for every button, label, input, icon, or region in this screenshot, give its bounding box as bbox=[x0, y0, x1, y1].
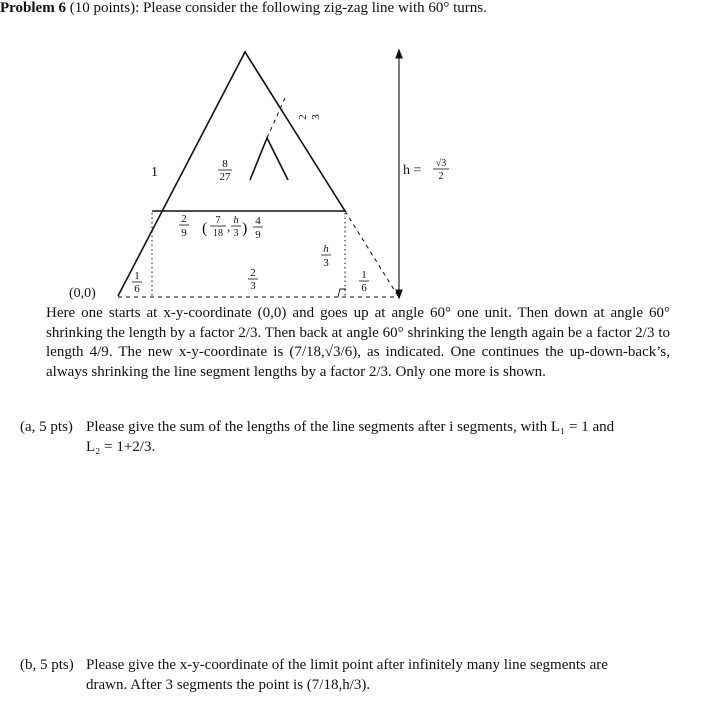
frac-2-3-bottom-den: 3 bbox=[250, 280, 256, 292]
coord-x-den: 18 bbox=[213, 228, 223, 239]
part-a-line2: L₂ = 1+2/3. bbox=[86, 438, 156, 455]
frac-h-3-den: 3 bbox=[323, 257, 329, 269]
coord-x-num: 7 bbox=[215, 215, 221, 226]
frac-1-6-right-den: 6 bbox=[361, 282, 367, 294]
coord-y-num: h bbox=[233, 215, 239, 226]
frac-2-3-right-den: 3 bbox=[310, 114, 322, 120]
intro-paragraph: Here one starts at x-y-coordinate (0,0) and goes up at angle 60° one unit. Then down at angle 60° shrinking the length by a factor 2/3. Then back at angle 60° shrinking the length again be a factor 2/3 to length 4/9. The new x-y-coordinate is (7/18,√3/6), as indicated. One continues the up-down-back’s, always shrinking the line segment lengths by a factor 2/3. Only one more is shown. bbox=[46, 305, 670, 380]
inner-zigzag-path bbox=[250, 138, 288, 180]
frac-2-3-right-num: 2 bbox=[297, 114, 309, 120]
frac-1-6-left-den: 6 bbox=[134, 283, 140, 295]
frac-4-9-num: 4 bbox=[255, 215, 261, 227]
part-a-label: (a, 5 pts) bbox=[20, 419, 73, 435]
part-b-line2: drawn. After 3 segments the point is (7/18,h/3). bbox=[86, 676, 371, 693]
coord-sep: , bbox=[227, 219, 231, 234]
frac-h-3-num: h bbox=[323, 243, 329, 255]
part-a bbox=[20, 418, 670, 462]
frac-1-6-right-num: 1 bbox=[361, 269, 367, 281]
frac-2-3-bottom-num: 2 bbox=[250, 267, 256, 279]
dashed-guide bbox=[267, 98, 285, 138]
frac-1-6-left-num: 1 bbox=[134, 270, 140, 282]
h-value-num: √3 bbox=[435, 158, 447, 169]
problem-number: Problem 6 bbox=[0, 0, 66, 16]
coord-close: ) bbox=[242, 220, 248, 237]
part-b-text bbox=[86, 656, 670, 695]
part-a-line1: Please give the sum of the lengths of the line segments after i segments, with L₁ = 1 and bbox=[86, 419, 615, 435]
h-value-den: 2 bbox=[438, 171, 444, 182]
frac-4-9-den: 9 bbox=[255, 229, 261, 241]
zigzag-figure bbox=[0, 0, 713, 300]
frac-2-9-den: 9 bbox=[181, 227, 187, 239]
arrow-head-up bbox=[396, 50, 402, 58]
problem-statement: (10 points): Please consider the following zig-zag line with 60° turns. bbox=[65, 0, 487, 16]
coord-open: ( bbox=[202, 220, 208, 237]
h-label: h = bbox=[403, 163, 422, 178]
coord-y-den: 3 bbox=[233, 228, 239, 239]
frac-2-9-num: 2 bbox=[181, 213, 187, 225]
part-b bbox=[20, 656, 670, 700]
dashed-guide bbox=[345, 211, 398, 296]
part-a-text bbox=[86, 418, 670, 457]
origin-label: (0,0) bbox=[69, 286, 96, 300]
frac-8-27-den: 27 bbox=[219, 171, 231, 183]
frac-8-27-num: 8 bbox=[222, 158, 228, 170]
side-label: 1 bbox=[151, 165, 158, 180]
part-b-label: (b, 5 pts) bbox=[20, 657, 74, 673]
part-b-line1: Please give the x-y-coordinate of the limit point after infinitely many line segments are bbox=[86, 657, 608, 673]
